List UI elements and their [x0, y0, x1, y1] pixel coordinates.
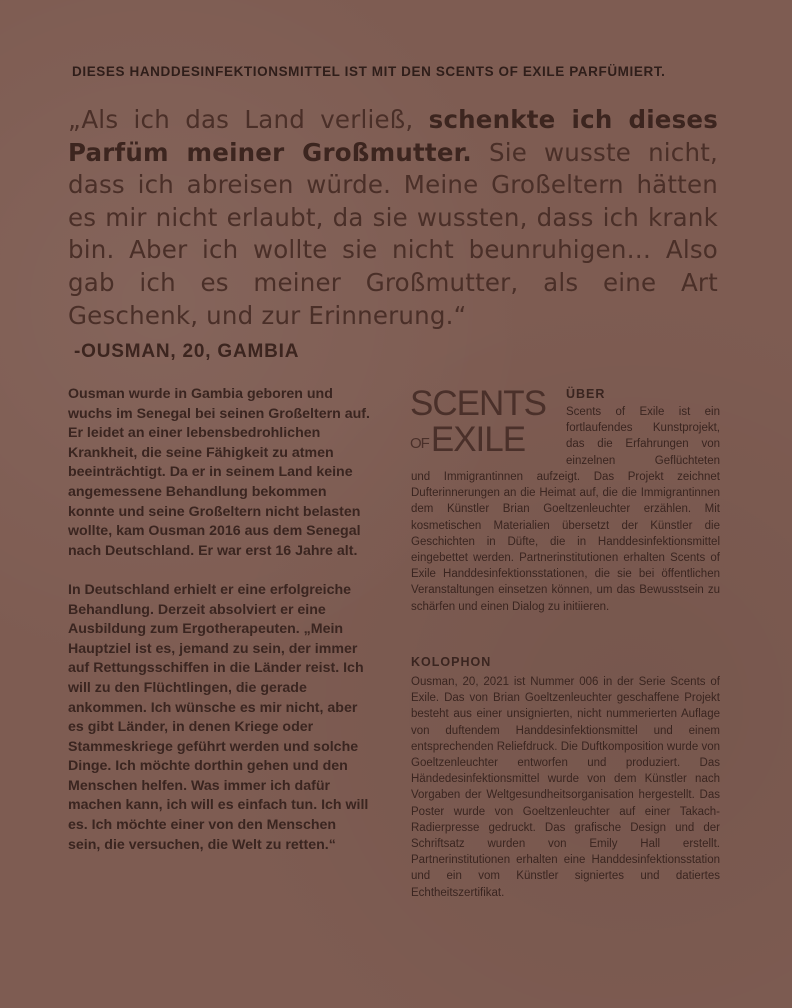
- quote-attribution: -OUSMAN, 20, GAMBIA: [74, 341, 300, 362]
- quote-bold: schenkte ich dieses Parfüm meiner Großmutter.: [68, 105, 718, 167]
- logo-line-scents: SCENTS: [410, 384, 546, 423]
- quote-rest: Sie wusste nicht, dass ich abreisen würde. Meine Großeltern hätten es mir nicht erlaubt, da sie wussten, dass ich krank bin. Aber ich wollte sie nicht beunruhigen… Also gab ich es meiner Großmutter, als eine Art Geschenk, und zur Erinnerung.“: [68, 137, 718, 330]
- pull-quote: [68, 104, 718, 332]
- ueber-intro: Scents of Exile ist ein fortlaufendes Kunstprojekt, das die Erfahrungen von einzelnen Geflüchteten: [566, 406, 720, 467]
- story-paragraph-2: In Deutschland erhielt er eine erfolgreiche Behandlung. Derzeit absolviert er eine Ausbildung zum Ergotherapeuten. „Mein Hauptziel ist es, jemand zu sein, der immer auf Rettungsschiffen in die Länder reist. Ich will zu den Flüchtlingen, die gerade ankommen. Ich wünsche es mir nicht, aber es gibt Länder, in denen Kriege oder Stammeskriege geführt werden und solche Dinge. Ich möchte dorthin gehen und den Menschen helfen. Was immer ich dafür machen kann, ich will es einfach tun. Ich will es. Ich möchte einer von den Menschen sein, die versuchen, die Welt zu retten.“: [68, 581, 369, 853]
- kolophon-body: Ousman, 20, 2021 ist Nummer 006 in der Serie Scents of Exile. Das von Brian Goeltzenleuchter geschaffene Projekt besteht aus einer unsignierten, nicht nummerierten Auflage von duftendem Handdesinfektionsmittel und einem entsprechenden Reliefdruck. Die Duftkomposition wurde von Goeltzenleuchter entworfen und produziert. Das Händedesinfektionsmittel wurde von dem Künstler nach Vorgaben der Weltgesundheitsorganisation hergestellt. Das Poster wurde von Goeltzenleuchter auf einer Takach-Radierpresse gedruckt. Das grafische Design und der Schriftsatz wurden von Emily Hall erstellt. Partnerinstitutionen erhalten eine Handdesinfektionsstation und ein vom Künstler signiertes und datiertes Echtheitszertifikat.: [411, 676, 720, 899]
- story-paragraph-1: Ousman wurde in Gambia geboren und wuchs im Senegal bei seinen Großeltern auf. Er leidet an einer lebensbedrohlichen Krankheit, die seine Fähigkeit zu atmen beeinträchtigt. Da er in seinem Land keine angemessene Behandlung bekommen konnte und seine Großeltern nicht belasten wollte, kam Ousman 2016 aus dem Senegal nach Deutschland. Er war erst 16 Jahre alt.: [68, 386, 370, 559]
- kolophon-heading: KOLOPHON: [411, 655, 492, 669]
- logo-of: OF: [410, 435, 429, 452]
- scents-of-exile-logo: [410, 384, 546, 459]
- header-statement: DIESES HANDDESINFEKTIONSMITTEL IST MIT DEN SCENTS OF EXILE PARFÜMIERT.: [72, 64, 666, 79]
- logo-exile: EXILE: [430, 420, 526, 459]
- story-column: [68, 385, 370, 875]
- logo-line-exile: [410, 422, 525, 457]
- ueber-heading: ÜBER: [566, 387, 606, 401]
- ueber-body: und Immigrantinnen aufzeigt. Das Projekt zeichnet Dufterinnerungen an die Heimat auf, die die Immigrantinnen dem Künstler Brian Goeltzenleuchter erzählen. Mit kosmetischen Materialien übersetzt der Künstler die Geschichten in Düfte, die in Handdesinfektionsmittel eingebettet werden. Partnerinstitutionen erhalten Scents of Exile Handdesinfektionsstationen, die sie bei öffentlichen Veranstaltungen einsetzen können, um das Bewusstsein zu schärfen und einen Dialog zu initiieren.: [411, 471, 720, 613]
- quote-open: „Als ich das Land verließ,: [68, 105, 429, 134]
